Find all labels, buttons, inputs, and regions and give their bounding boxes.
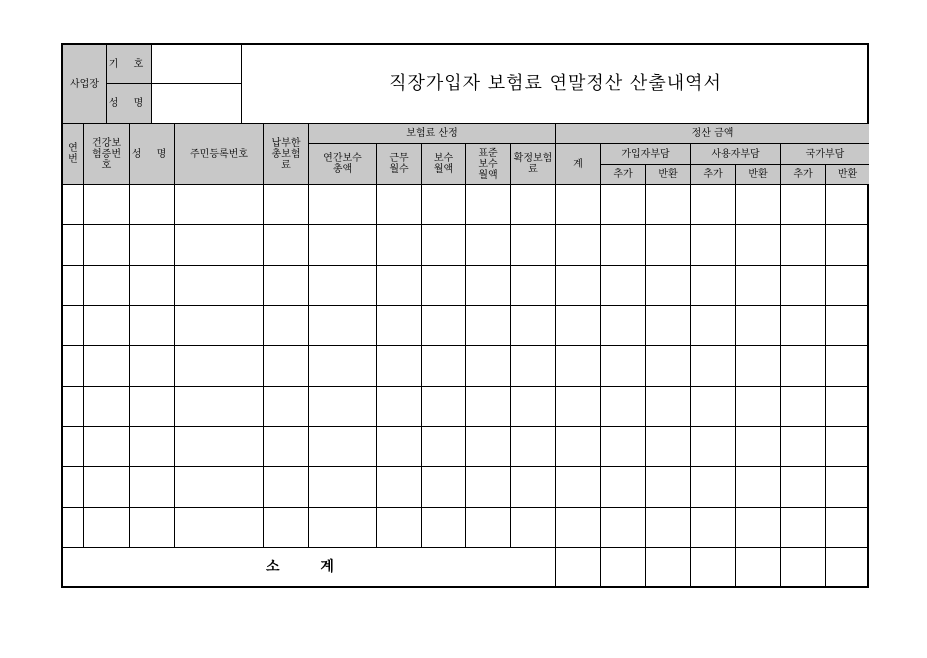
cell-state-add[interactable]	[781, 508, 826, 548]
cell-state-add[interactable]	[781, 185, 826, 225]
col-employer-add: 추가	[691, 165, 736, 185]
cell-seq[interactable]	[63, 467, 84, 508]
cell-resident-no[interactable]	[175, 508, 264, 548]
col-state-share: 국가부담	[781, 144, 869, 165]
cell-insurance-no[interactable]	[84, 467, 130, 508]
code-value-field[interactable]	[152, 45, 242, 84]
cell-monthly-pay[interactable]	[422, 387, 466, 427]
cell-confirmed-premium[interactable]	[511, 225, 556, 266]
cell-work-months[interactable]	[377, 185, 422, 225]
cell-employer-add[interactable]	[691, 427, 736, 467]
cell-standard-pay[interactable]	[466, 387, 511, 427]
col-confirmed-premium: 확정보험료	[511, 144, 556, 185]
cell-monthly-pay[interactable]	[422, 508, 466, 548]
cell-seq[interactable]	[63, 306, 84, 346]
cell-resident-no[interactable]	[175, 306, 264, 346]
cell-name[interactable]	[130, 266, 175, 306]
premium-calc-group: 보험료 산정	[309, 124, 556, 144]
cell-seq[interactable]	[63, 266, 84, 306]
cell-member-refund[interactable]	[646, 508, 691, 548]
cell-resident-no[interactable]	[175, 467, 264, 508]
cell-work-months[interactable]	[377, 306, 422, 346]
cell-standard-pay[interactable]	[466, 467, 511, 508]
cell-standard-pay[interactable]	[466, 306, 511, 346]
col-member-refund: 반환	[646, 165, 691, 185]
cell-employer-refund[interactable]	[736, 427, 781, 467]
subtotal-employer-add[interactable]	[691, 548, 736, 586]
cell-state-add[interactable]	[781, 387, 826, 427]
col-annual-pay: 연간보수총액	[309, 144, 377, 185]
cell-monthly-pay[interactable]	[422, 225, 466, 266]
cell-employer-add[interactable]	[691, 508, 736, 548]
cell-confirmed-premium[interactable]	[511, 467, 556, 508]
cell-insurance-no[interactable]	[84, 306, 130, 346]
subtotal-state-refund[interactable]	[826, 548, 869, 586]
cell-member-add[interactable]	[601, 185, 646, 225]
cell-name[interactable]	[130, 427, 175, 467]
cell-confirmed-premium[interactable]	[511, 266, 556, 306]
cell-sum[interactable]	[556, 185, 601, 225]
cell-confirmed-premium[interactable]	[511, 387, 556, 427]
cell-employer-refund[interactable]	[736, 346, 781, 387]
cell-seq[interactable]	[63, 225, 84, 266]
cell-standard-pay[interactable]	[466, 427, 511, 467]
cell-member-add[interactable]	[601, 346, 646, 387]
cell-name[interactable]	[130, 467, 175, 508]
cell-work-months[interactable]	[377, 508, 422, 548]
cell-state-add[interactable]	[781, 225, 826, 266]
cell-insurance-no[interactable]	[84, 346, 130, 387]
cell-standard-pay[interactable]	[466, 225, 511, 266]
cell-paid-total[interactable]	[264, 467, 309, 508]
cell-work-months[interactable]	[377, 387, 422, 427]
cell-monthly-pay[interactable]	[422, 467, 466, 508]
cell-standard-pay[interactable]	[466, 185, 511, 225]
cell-insurance-no[interactable]	[84, 508, 130, 548]
cell-employer-refund[interactable]	[736, 467, 781, 508]
cell-state-add[interactable]	[781, 346, 826, 387]
cell-confirmed-premium[interactable]	[511, 306, 556, 346]
cell-employer-add[interactable]	[691, 266, 736, 306]
subtotal-member-refund[interactable]	[646, 548, 691, 586]
cell-member-refund[interactable]	[646, 306, 691, 346]
cell-member-refund[interactable]	[646, 346, 691, 387]
subtotal-label: 소 계	[63, 548, 556, 586]
cell-state-refund[interactable]	[826, 225, 869, 266]
cell-standard-pay[interactable]	[466, 508, 511, 548]
cell-sum[interactable]	[556, 467, 601, 508]
col-member-add: 추가	[601, 165, 646, 185]
cell-confirmed-premium[interactable]	[511, 346, 556, 387]
cell-paid-total[interactable]	[264, 346, 309, 387]
col-employer-share: 사용자부담	[691, 144, 781, 165]
cell-name[interactable]	[130, 185, 175, 225]
cell-work-months[interactable]	[377, 427, 422, 467]
cell-member-add[interactable]	[601, 508, 646, 548]
cell-sum[interactable]	[556, 306, 601, 346]
cell-annual-pay[interactable]	[309, 225, 377, 266]
cell-employer-add[interactable]	[691, 467, 736, 508]
cell-seq[interactable]	[63, 508, 84, 548]
cell-state-add[interactable]	[781, 306, 826, 346]
cell-standard-pay[interactable]	[466, 346, 511, 387]
cell-work-months[interactable]	[377, 225, 422, 266]
cell-seq[interactable]	[63, 427, 84, 467]
cell-employer-add[interactable]	[691, 346, 736, 387]
col-insurance-no: 건강보험증번호	[84, 124, 130, 185]
cell-member-refund[interactable]	[646, 185, 691, 225]
subtotal-employer-refund[interactable]	[736, 548, 781, 586]
cell-paid-total[interactable]	[264, 508, 309, 548]
cell-state-refund[interactable]	[826, 427, 869, 467]
cell-sum[interactable]	[556, 266, 601, 306]
cell-sum[interactable]	[556, 346, 601, 387]
cell-employer-refund[interactable]	[736, 185, 781, 225]
cell-annual-pay[interactable]	[309, 387, 377, 427]
cell-work-months[interactable]	[377, 346, 422, 387]
settlement-form	[61, 43, 869, 588]
cell-member-refund[interactable]	[646, 225, 691, 266]
col-work-months: 근무월수	[377, 144, 422, 185]
cell-standard-pay[interactable]	[466, 266, 511, 306]
form-title: 직장가입자 보험료 연말정산 산출내역서	[242, 45, 869, 124]
cell-paid-total[interactable]	[264, 387, 309, 427]
cell-name[interactable]	[130, 387, 175, 427]
cell-name[interactable]	[130, 225, 175, 266]
cell-name[interactable]	[130, 346, 175, 387]
col-member-share: 가입자부담	[601, 144, 691, 165]
col-resident-no: 주민등록번호	[175, 124, 264, 185]
cell-state-refund[interactable]	[826, 185, 869, 225]
cell-sum[interactable]	[556, 427, 601, 467]
cell-state-refund[interactable]	[826, 346, 869, 387]
col-state-refund: 반환	[826, 165, 869, 185]
cell-state-refund[interactable]	[826, 306, 869, 346]
cell-paid-total[interactable]	[264, 225, 309, 266]
cell-member-add[interactable]	[601, 266, 646, 306]
cell-monthly-pay[interactable]	[422, 306, 466, 346]
col-standard-pay: 표준보수월액	[466, 144, 511, 185]
cell-resident-no[interactable]	[175, 266, 264, 306]
cell-monthly-pay[interactable]	[422, 185, 466, 225]
settlement-group: 정산 금액	[556, 124, 869, 144]
cell-seq[interactable]	[63, 387, 84, 427]
cell-work-months[interactable]	[377, 266, 422, 306]
cell-state-add[interactable]	[781, 266, 826, 306]
cell-monthly-pay[interactable]	[422, 427, 466, 467]
cell-resident-no[interactable]	[175, 185, 264, 225]
cell-annual-pay[interactable]	[309, 427, 377, 467]
cell-name[interactable]	[130, 306, 175, 346]
cell-employer-add[interactable]	[691, 225, 736, 266]
cell-state-refund[interactable]	[826, 387, 869, 427]
cell-member-refund[interactable]	[646, 387, 691, 427]
col-name: 성 명	[130, 124, 175, 185]
col-employer-refund: 반환	[736, 165, 781, 185]
cell-state-refund[interactable]	[826, 508, 869, 548]
cell-member-add[interactable]	[601, 306, 646, 346]
cell-employer-add[interactable]	[691, 387, 736, 427]
cell-member-add[interactable]	[601, 225, 646, 266]
cell-employer-refund[interactable]	[736, 266, 781, 306]
col-paid-total: 납부한총보험료	[264, 124, 309, 185]
cell-member-add[interactable]	[601, 387, 646, 427]
cell-resident-no[interactable]	[175, 346, 264, 387]
cell-insurance-no[interactable]	[84, 225, 130, 266]
code-label: 기 호	[107, 45, 152, 84]
cell-employer-refund[interactable]	[736, 306, 781, 346]
cell-resident-no[interactable]	[175, 387, 264, 427]
cell-insurance-no[interactable]	[84, 185, 130, 225]
name-value-field[interactable]	[152, 84, 242, 124]
cell-employer-refund[interactable]	[736, 387, 781, 427]
subtotal-sum[interactable]	[556, 548, 601, 586]
cell-employer-add[interactable]	[691, 306, 736, 346]
cell-resident-no[interactable]	[175, 225, 264, 266]
cell-confirmed-premium[interactable]	[511, 185, 556, 225]
cell-paid-total[interactable]	[264, 306, 309, 346]
cell-seq[interactable]	[63, 185, 84, 225]
cell-confirmed-premium[interactable]	[511, 508, 556, 548]
col-state-add: 추가	[781, 165, 826, 185]
subtotal-member-add[interactable]	[601, 548, 646, 586]
col-monthly-pay: 보수월액	[422, 144, 466, 185]
cell-insurance-no[interactable]	[84, 387, 130, 427]
cell-paid-total[interactable]	[264, 266, 309, 306]
cell-sum[interactable]	[556, 225, 601, 266]
cell-state-add[interactable]	[781, 467, 826, 508]
col-seq: 연번	[63, 124, 84, 185]
subtotal-state-add[interactable]	[781, 548, 826, 586]
cell-employer-refund[interactable]	[736, 225, 781, 266]
cell-member-refund[interactable]	[646, 427, 691, 467]
workplace-label: 사업장	[63, 45, 107, 124]
col-sum: 계	[556, 144, 601, 185]
cell-seq[interactable]	[63, 346, 84, 387]
cell-annual-pay[interactable]	[309, 306, 377, 346]
cell-annual-pay[interactable]	[309, 508, 377, 548]
cell-annual-pay[interactable]	[309, 467, 377, 508]
cell-state-refund[interactable]	[826, 467, 869, 508]
cell-member-refund[interactable]	[646, 467, 691, 508]
cell-monthly-pay[interactable]	[422, 346, 466, 387]
cell-paid-total[interactable]	[264, 185, 309, 225]
cell-state-refund[interactable]	[826, 266, 869, 306]
cell-employer-refund[interactable]	[736, 508, 781, 548]
cell-annual-pay[interactable]	[309, 346, 377, 387]
cell-sum[interactable]	[556, 508, 601, 548]
cell-work-months[interactable]	[377, 467, 422, 508]
cell-paid-total[interactable]	[264, 427, 309, 467]
name-label: 성 명	[107, 84, 152, 124]
cell-resident-no[interactable]	[175, 427, 264, 467]
cell-insurance-no[interactable]	[84, 266, 130, 306]
cell-insurance-no[interactable]	[84, 427, 130, 467]
cell-annual-pay[interactable]	[309, 185, 377, 225]
cell-monthly-pay[interactable]	[422, 266, 466, 306]
cell-sum[interactable]	[556, 387, 601, 427]
cell-confirmed-premium[interactable]	[511, 427, 556, 467]
cell-employer-add[interactable]	[691, 185, 736, 225]
cell-member-add[interactable]	[601, 467, 646, 508]
cell-member-refund[interactable]	[646, 266, 691, 306]
cell-name[interactable]	[130, 508, 175, 548]
cell-state-add[interactable]	[781, 427, 826, 467]
cell-member-add[interactable]	[601, 427, 646, 467]
cell-annual-pay[interactable]	[309, 266, 377, 306]
